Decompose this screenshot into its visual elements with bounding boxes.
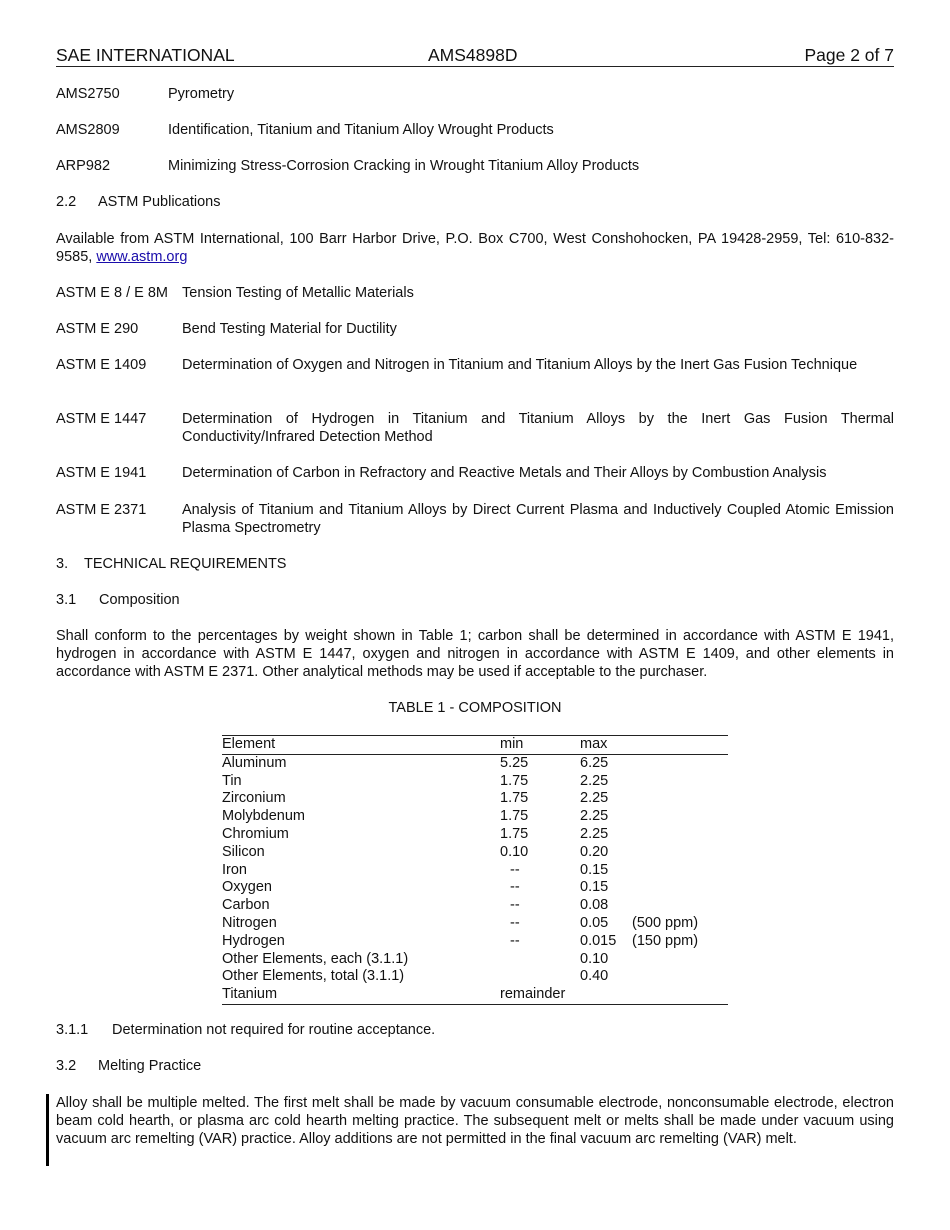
reference-code: ASTM E 1409 [56, 357, 147, 373]
cell-element: Hydrogen [222, 932, 285, 949]
cell-note [632, 897, 728, 915]
cell-note [632, 951, 728, 969]
reference-code: ASTM E 8 / E 8M [56, 285, 168, 301]
reference-title: Tension Testing of Metallic Materials [182, 285, 414, 301]
cell-max [580, 986, 632, 1004]
table-row [222, 754, 728, 772]
cell-element: Aluminum [222, 754, 287, 771]
reference-title: Minimizing Stress-Corrosion Cracking in Wrought Titanium Alloy Products [168, 158, 640, 174]
cell-min: -- [510, 914, 520, 931]
cell-note [632, 968, 728, 986]
reference-title: Pyrometry [168, 86, 235, 102]
reference-code: ASTM E 1447 [56, 411, 147, 427]
reference-code: AMS2809 [56, 122, 120, 138]
table-row [222, 879, 728, 897]
page-header [56, 44, 894, 67]
column-header-min: min [500, 736, 580, 755]
cell-note [632, 986, 728, 1004]
section-number: 3. [56, 556, 69, 572]
reference-title: Determination of Carbon in Refractory and Reactive Metals and Their Alloys by Combustion Analysis [182, 465, 827, 481]
cell-note: (500 ppm) [632, 914, 699, 931]
section-heading-3-2 [56, 1057, 456, 1075]
section-number: 3.2 [56, 1058, 77, 1074]
cell-note: (150 ppm) [632, 932, 699, 949]
section-heading-3-1 [56, 591, 456, 609]
cell-note [632, 754, 728, 772]
table-row [222, 808, 728, 826]
table-row [222, 826, 728, 844]
section-title: Composition [99, 592, 180, 608]
table-row [222, 790, 728, 808]
cell-note [632, 773, 728, 791]
cell-max: 0.08 [580, 897, 609, 914]
table-row [222, 951, 728, 969]
header-organization: SAE INTERNATIONAL [56, 45, 235, 65]
availability-text: Available from ASTM International, 100 Barr Harbor Drive, P.O. Box C700, West Conshohocken, PA 19428-2959, Tel: 610-832-9585, [56, 231, 894, 265]
revision-change-bar [46, 1094, 49, 1166]
table-header-row [222, 736, 728, 755]
section-number: 2.2 [56, 194, 77, 210]
cell-max: 0.15 [580, 861, 609, 878]
cell-max: 0.15 [580, 879, 609, 896]
cell-min: 0.10 [500, 843, 529, 860]
reference-title: Determination of Oxygen and Nitrogen in Titanium and Titanium Alloys by the Inert Gas Fusion Technique [182, 357, 858, 373]
cell-note [632, 862, 728, 880]
header-document-number: AMS4898D [428, 45, 518, 65]
section-body: Determination not required for routine acceptance. [112, 1022, 436, 1038]
astm-website-link[interactable]: www.astm.org [96, 249, 188, 265]
section-number: 3.1 [56, 592, 77, 608]
table-row [222, 773, 728, 791]
composition-table [222, 735, 728, 1005]
reference-code: ARP982 [56, 158, 111, 174]
section-heading-2-2 [56, 193, 221, 211]
cell-element: Other Elements, each (3.1.1) [222, 950, 409, 967]
table-row [222, 968, 728, 986]
cell-note [632, 844, 728, 862]
composition-paragraph: Shall conform to the percentages by weight shown in Table 1; carbon shall be determined in accordance with ASTM E 1941, hydrogen in accordance with ASTM E 1447, oxygen and nitrogen in accordance with ASTM E 1409, and other elements in accordance with ASTM E 2371. Other analytical methods may be used if acceptable to the purchaser. [56, 628, 894, 680]
cell-element: Molybdenum [222, 808, 306, 825]
table-row [222, 844, 728, 862]
cell-element: Other Elements, total (3.1.1) [222, 968, 405, 985]
table-title: TABLE 1 - COMPOSITION [388, 700, 562, 716]
cell-max: 0.20 [580, 843, 609, 860]
cell-note [632, 826, 728, 844]
cell-min: 1.75 [500, 790, 529, 807]
reference-title: Determination of Hydrogen in Titanium and Titanium Alloys by the Inert Gas Fusion Thermal Conductivity/Infrared Detection Method [182, 411, 894, 445]
cell-note [632, 879, 728, 897]
header-page-number: Page 2 of 7 [804, 45, 894, 65]
section-title: Melting Practice [98, 1058, 202, 1074]
table-row [222, 986, 728, 1004]
reference-title: Identification, Titanium and Titanium Alloy Wrought Products [168, 122, 554, 138]
cell-element: Nitrogen [222, 914, 277, 931]
column-header-max: max [580, 736, 632, 755]
cell-max: 0.015 [580, 932, 617, 949]
cell-max: 2.25 [580, 790, 609, 807]
reference-title: Analysis of Titanium and Titanium Alloys by Direct Current Plasma and Inductively Coupled Atomic Emission Plasma Spectrometry [182, 502, 894, 536]
cell-max: 2.25 [580, 825, 609, 842]
reference-code: ASTM E 290 [56, 321, 139, 337]
melting-practice-paragraph: Alloy shall be multiple melted. The first melt shall be made by vacuum consumable electrode, nonconsumable electrode, electron beam cold hearth, or plasma arc cold hearth melting practice. The subsequent melt or melts shall be made under vacuum using vacuum arc remelting (VAR) practice. Alloy additions are not permitted in the final vacuum arc remelting (VAR) melt. [56, 1095, 894, 1147]
cell-min: 1.75 [500, 825, 529, 842]
section-number: 3.1.1 [56, 1022, 89, 1038]
cell-min: -- [510, 861, 520, 878]
section-3-1-1 [56, 1021, 656, 1039]
cell-element: Titanium [222, 986, 500, 1004]
cell-min [500, 968, 580, 986]
cell-min: -- [510, 932, 520, 949]
section-title: TECHNICAL REQUIREMENTS [84, 556, 287, 572]
cell-element: Iron [222, 861, 247, 878]
table-row [222, 862, 728, 880]
reference-code: ASTM E 1941 [56, 465, 147, 481]
section-title: ASTM Publications [98, 194, 221, 210]
cell-max: 6.25 [580, 754, 609, 771]
cell-element: Carbon [222, 897, 270, 914]
table-row [222, 897, 728, 915]
cell-max: 0.40 [580, 968, 609, 985]
column-header-note [632, 736, 728, 755]
cell-min: 1.75 [500, 808, 529, 825]
cell-min [500, 951, 580, 969]
cell-element: Oxygen [222, 879, 272, 896]
table-row [222, 933, 728, 951]
cell-min: 1.75 [500, 772, 529, 789]
table-row [222, 915, 728, 933]
cell-element: Chromium [222, 825, 289, 842]
cell-max: 2.25 [580, 808, 609, 825]
cell-element: Silicon [222, 843, 265, 860]
section-heading-3 [56, 555, 456, 573]
cell-note [632, 790, 728, 808]
reference-title: Bend Testing Material for Ductility [182, 321, 397, 337]
cell-min: 5.25 [500, 754, 529, 771]
reference-code: AMS2750 [56, 86, 120, 102]
cell-note [632, 808, 728, 826]
astm-availability-paragraph [56, 230, 894, 266]
cell-min: -- [510, 897, 520, 914]
column-header-element: Element [222, 736, 500, 755]
cell-max: 2.25 [580, 772, 609, 789]
cell-element: Zirconium [222, 790, 286, 807]
reference-code: ASTM E 2371 [56, 502, 147, 518]
cell-max: 0.05 [580, 914, 609, 931]
cell-min: -- [510, 879, 520, 896]
cell-max: 0.10 [580, 950, 609, 967]
cell-min: remainder [500, 986, 580, 1004]
cell-element: Tin [222, 772, 242, 789]
